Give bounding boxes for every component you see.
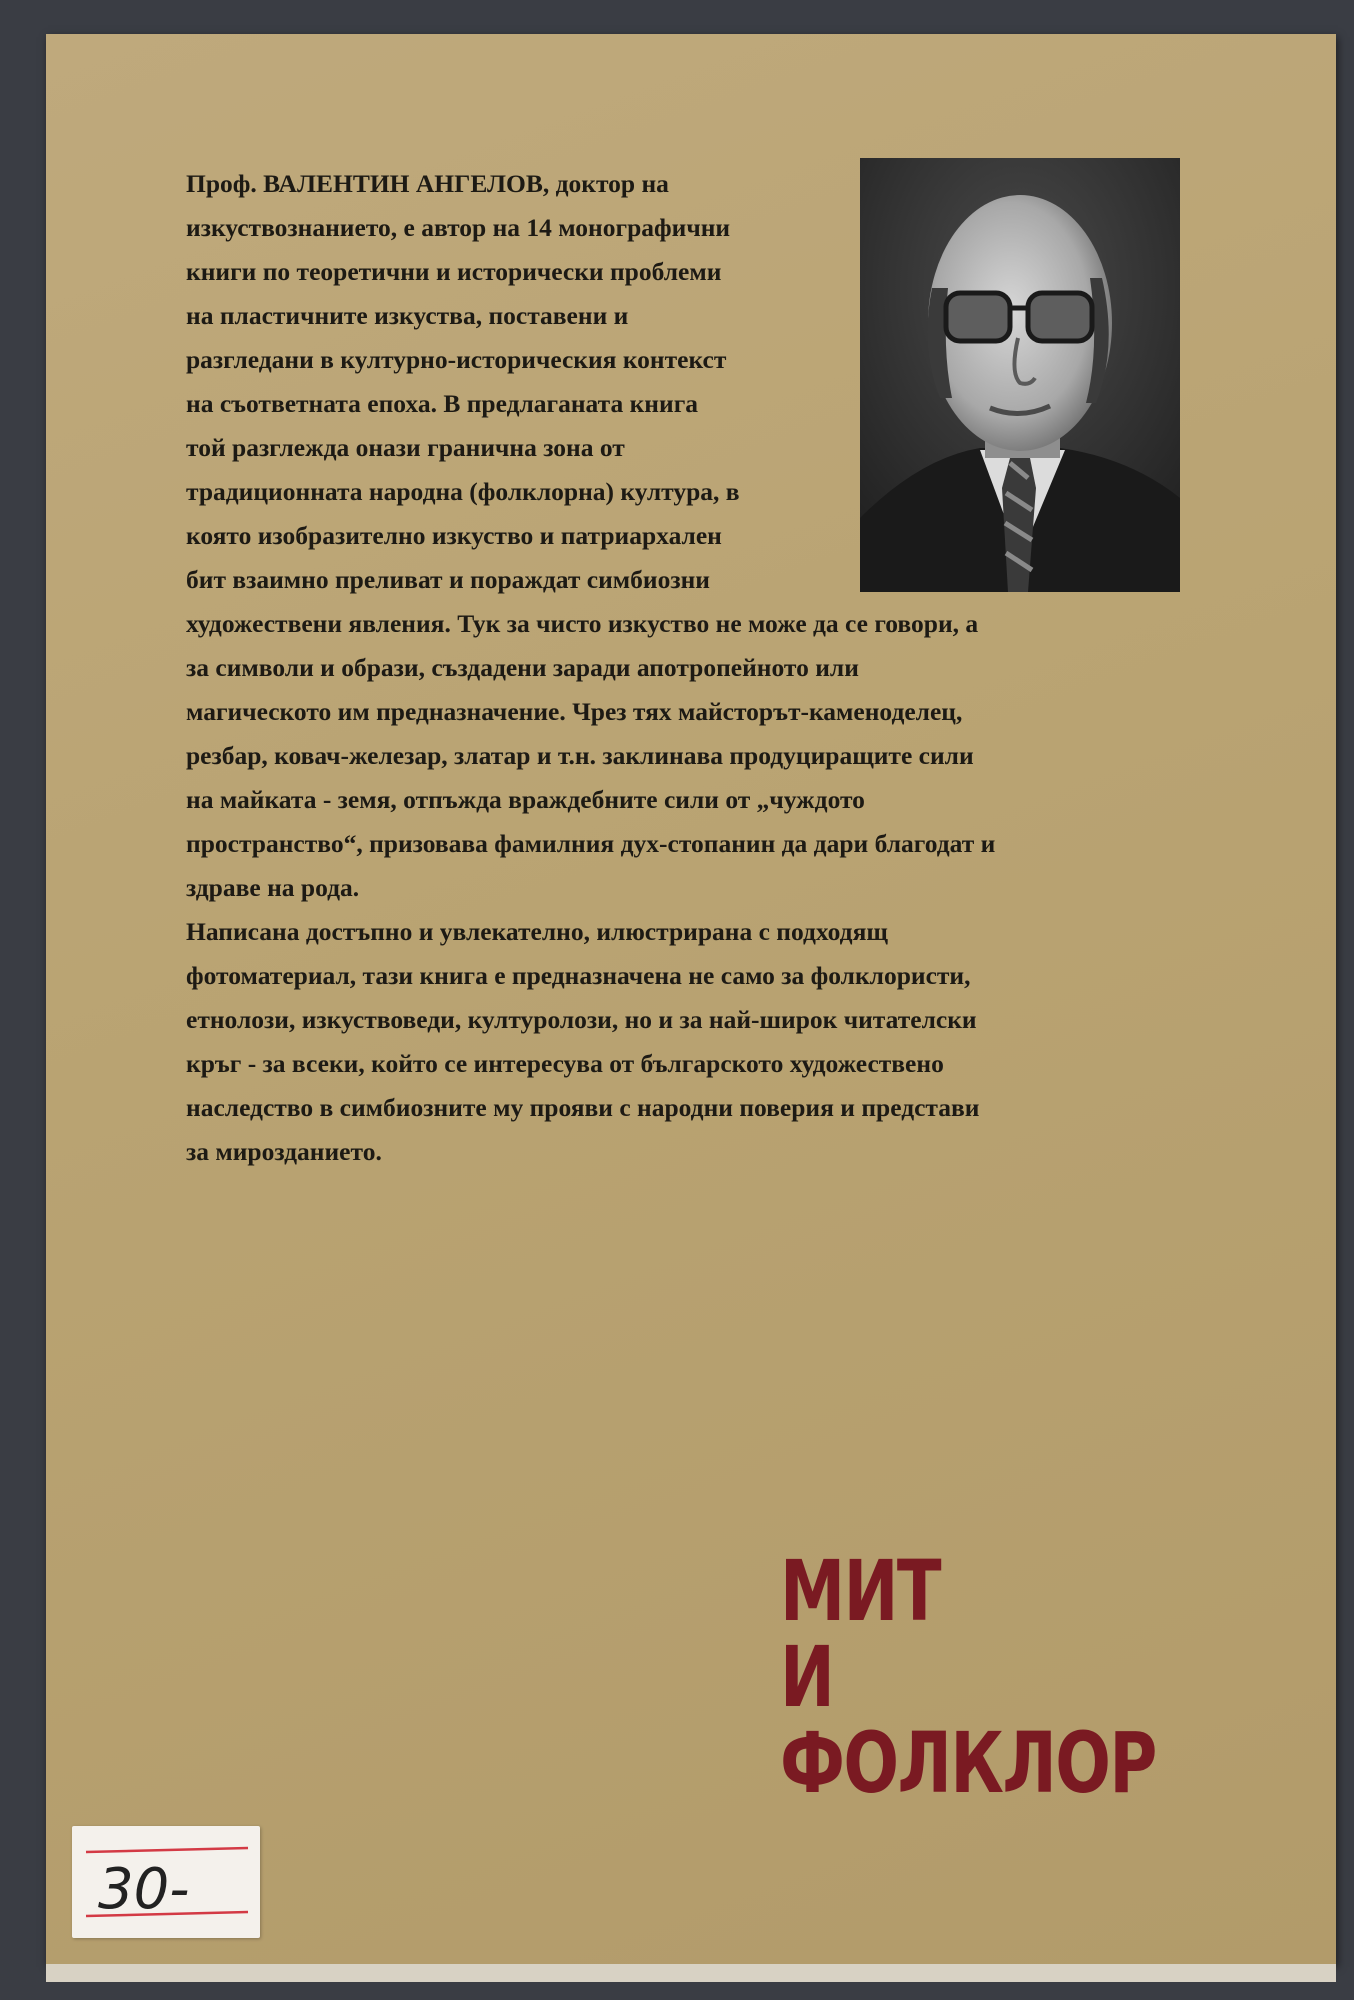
bio-line: етнолози, изкуствоведи, културолози, но и за най-широк читателски xyxy=(186,1005,977,1034)
bio-line: за символи и образи, създадени заради апотропейното или xyxy=(186,653,859,682)
bio-line: разгледани в културно-историческия контекст xyxy=(186,345,727,374)
bio-line: книги по теоретични и исторически проблеми xyxy=(186,257,722,286)
bio-line: наследство в симбиозните му прояви с народни поверия и представи xyxy=(186,1093,980,1122)
bio-line: художествени явления. Тук за чисто изкуство не може да се говори, а xyxy=(186,609,979,638)
bio-line: резбар, ковач-железар, златар и т.н. заклинава продуциращите сили xyxy=(186,741,974,770)
price-lines xyxy=(72,1826,260,1938)
price-value: 30- xyxy=(98,1857,190,1922)
bio-line: изкуствознанието, е автор на 14 монографични xyxy=(186,213,731,242)
price-sticker xyxy=(72,1826,260,1938)
bio-line: бит взаимно преливат и пораждат симбиозни xyxy=(186,565,710,594)
bio-line: пространство“, призовава фамилния дух-стопанин да дари благодат и xyxy=(186,829,996,858)
bio-line: на майката - земя, отпъжда враждебните сили от „чуждото xyxy=(186,785,865,814)
title-line-3: ФОЛКЛОР xyxy=(780,1714,1156,1812)
bio-line: на съответната епоха. В предлаганата книга xyxy=(186,389,699,418)
bio-line: на пластичните изкуства, поставени и xyxy=(186,301,629,330)
title-line-2: И xyxy=(780,1628,834,1726)
bio-line: фотоматериал, тази книга е предназначена не само за фолклористи, xyxy=(186,961,971,990)
bio-line: която изобразително изкуство и патриархален xyxy=(186,521,722,550)
bio-line: традиционната народна (фолклорна) култура, в xyxy=(186,477,740,506)
book-title xyxy=(780,1542,1156,1812)
bio-line: за мирозданието. xyxy=(186,1137,382,1166)
cover-bottom-edge xyxy=(46,1964,1336,1982)
bio-line: той разглежда онази гранична зона от xyxy=(186,433,625,462)
bio-line: кръг - за всеки, който се интересува от българското художествено xyxy=(186,1049,944,1078)
bio-line: магическото им предназначение. Чрез тях майсторът-каменоделец, xyxy=(186,697,963,726)
bio-line: здраве на рода. xyxy=(186,873,360,902)
bio-line: Проф. ВАЛЕНТИН АНГЕЛОВ, доктор на xyxy=(186,169,669,198)
bio-line: Написана достъпно и увлекателно, илюстрирана с подходящ xyxy=(186,917,888,946)
title-line-1: МИТ xyxy=(780,1542,941,1640)
author-portrait xyxy=(860,158,1180,592)
portrait-image xyxy=(860,158,1180,592)
